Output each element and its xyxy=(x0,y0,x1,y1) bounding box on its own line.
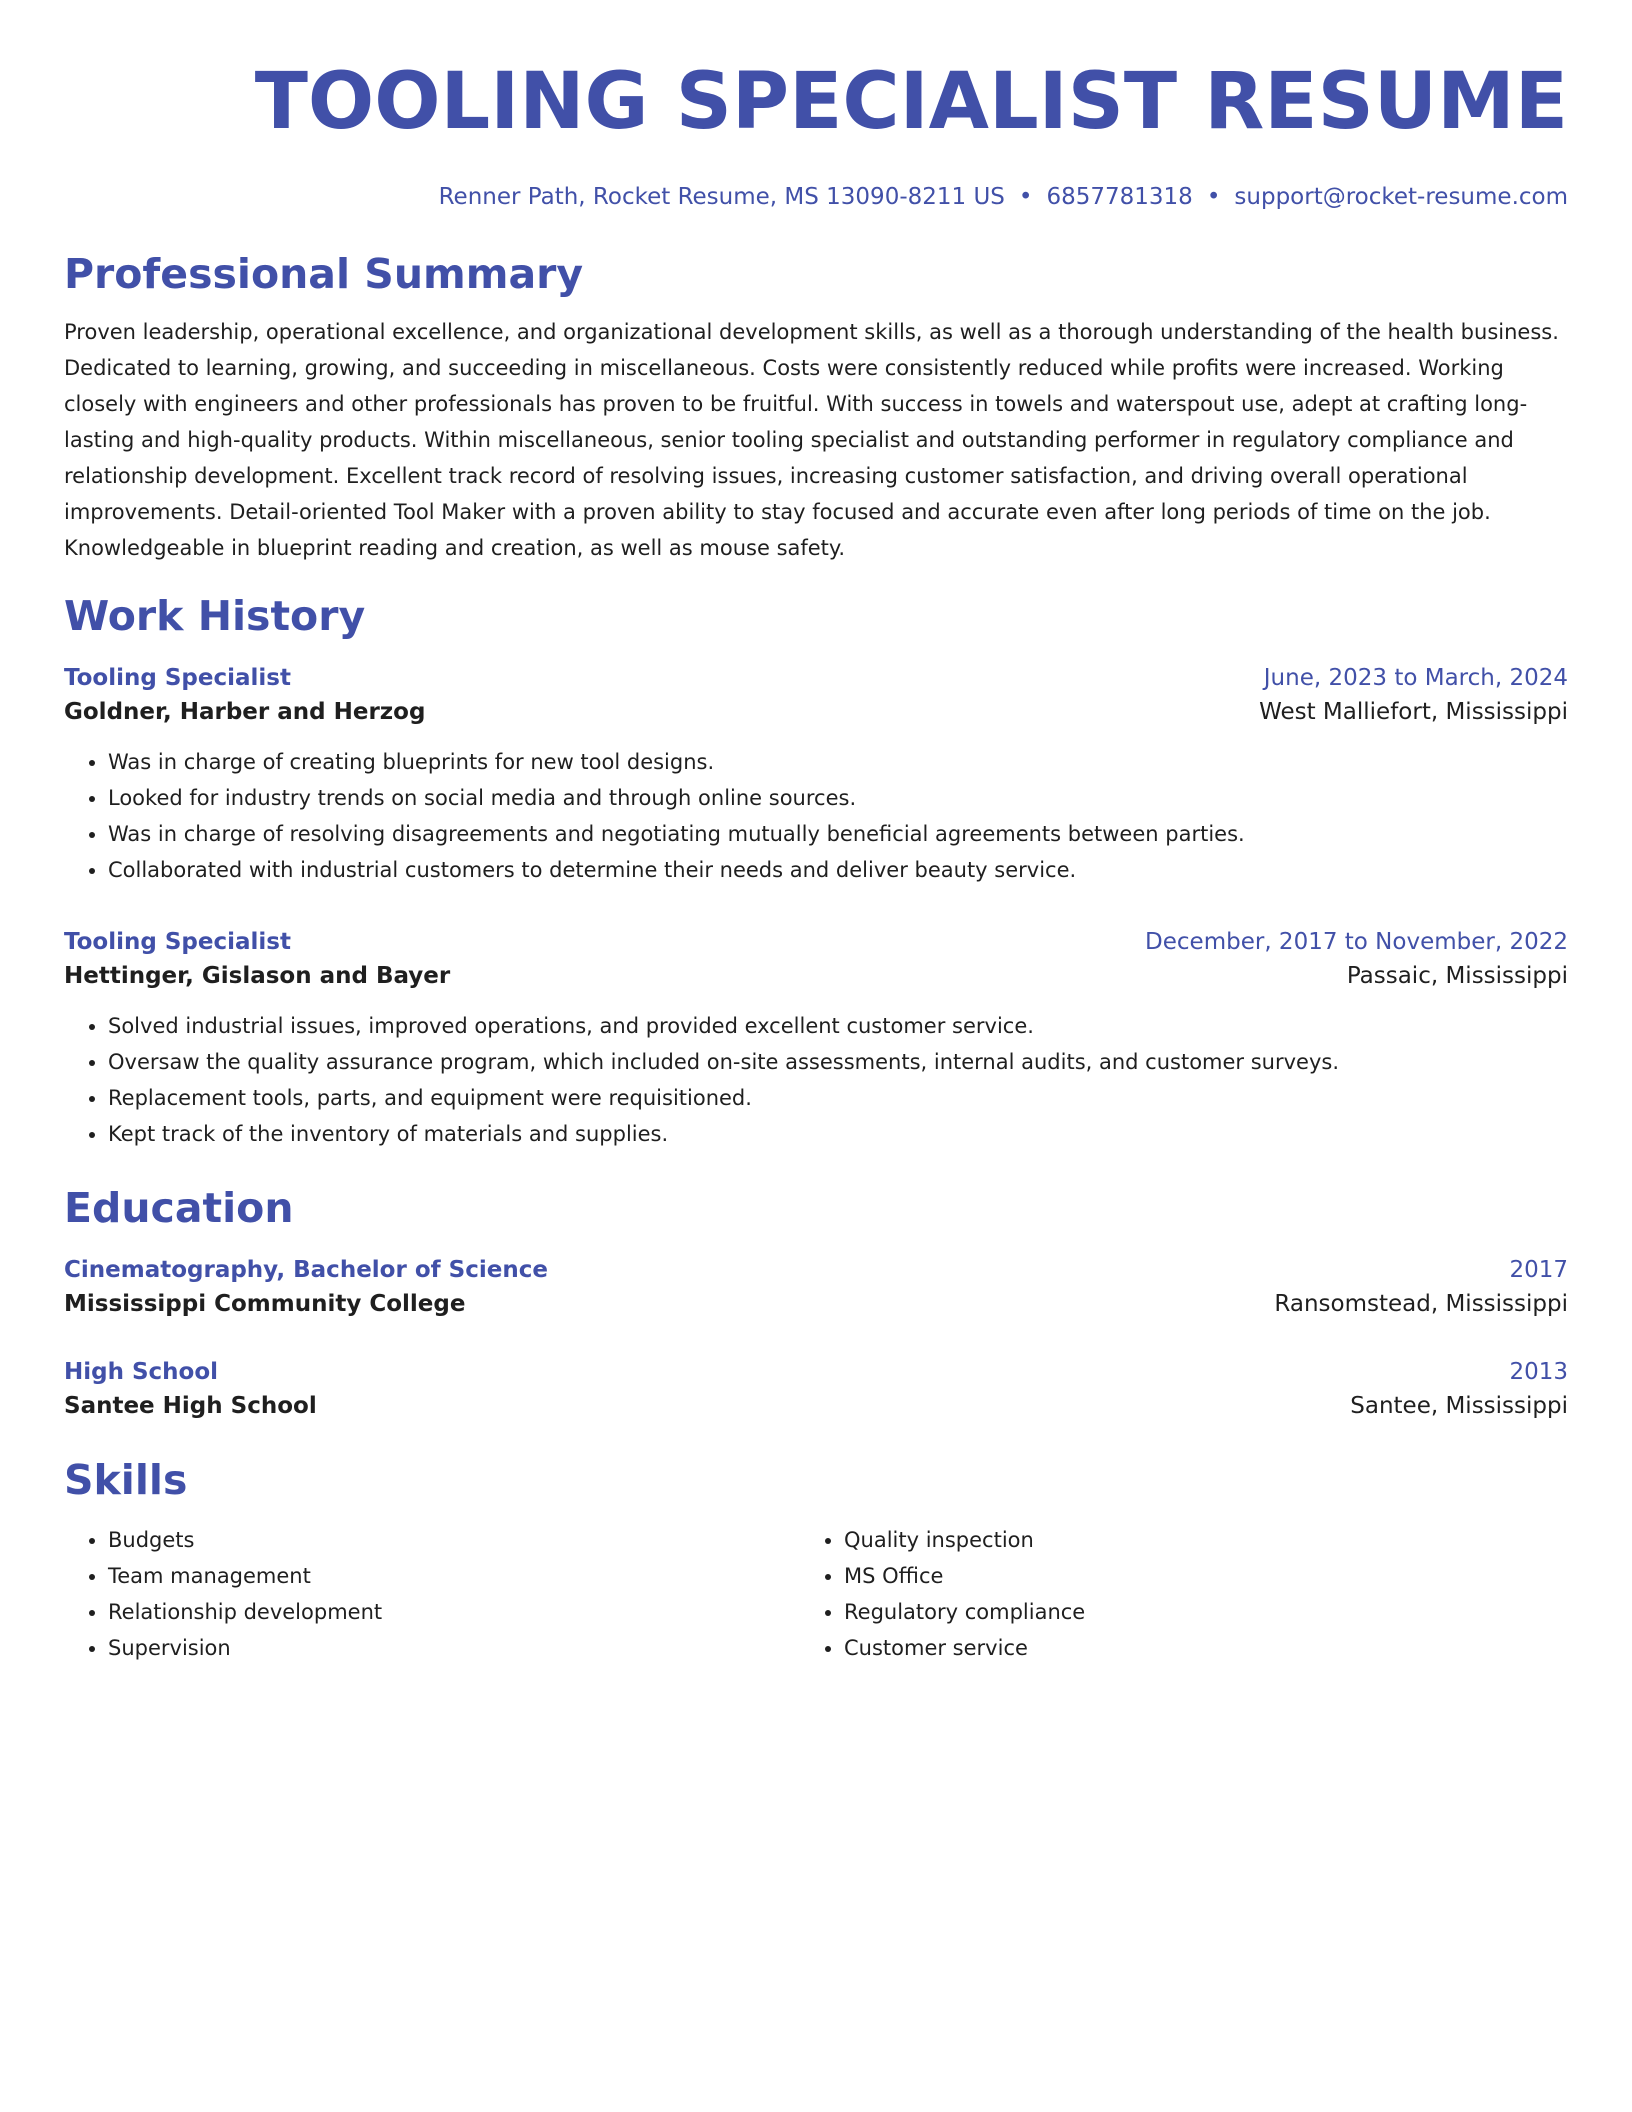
job-entry xyxy=(64,926,1568,1152)
contact-separator: • xyxy=(1018,184,1033,210)
job-bullet: • Solved industrial issues, improved operations, and provided excellent customer service. xyxy=(108,1008,1568,1044)
skill-item: • Relationship development xyxy=(108,1594,800,1630)
job-bullet: • Was in charge of resolving disagreements and negotiating mutually beneficial agreements between parties. xyxy=(108,816,1568,852)
education-header-row xyxy=(64,1254,1568,1286)
contact-separator: • xyxy=(1206,184,1221,210)
skills-list xyxy=(64,1522,1568,1666)
contact-line xyxy=(64,182,1568,212)
job-bullet: • Oversaw the quality assurance program, which included on-site assessments, internal audits, and customer surveys. xyxy=(108,1044,1568,1080)
education-entry xyxy=(64,1356,1568,1424)
education-location: Ransomstead, Mississippi xyxy=(1274,1291,1568,1317)
education-year: 2013 xyxy=(1509,1359,1568,1385)
education-degree: High School xyxy=(64,1359,219,1385)
work-history-heading: Work History xyxy=(64,592,366,640)
education-degree: Cinematography, Bachelor of Science xyxy=(64,1257,548,1283)
job-bullets xyxy=(64,1008,1568,1152)
education-heading: Education xyxy=(64,1184,294,1232)
education-entry xyxy=(64,1254,1568,1322)
skill-item: • Quality inspection xyxy=(844,1522,1536,1558)
job-bullets xyxy=(64,744,1568,888)
job-header-row xyxy=(64,926,1568,958)
job-bullet: • Replacement tools, parts, and equipment were requisitioned. xyxy=(108,1080,1568,1116)
skills-column-left xyxy=(64,1522,800,1666)
education-school-row xyxy=(64,1286,1568,1322)
job-company-row xyxy=(64,694,1568,730)
skills-heading: Skills xyxy=(64,1456,188,1504)
skill-item: • Regulatory compliance xyxy=(844,1594,1536,1630)
education-school: Santee High School xyxy=(64,1393,317,1419)
job-company-row xyxy=(64,958,1568,994)
job-header-row xyxy=(64,662,1568,694)
skill-item: • Budgets xyxy=(108,1522,800,1558)
job-location: West Malliefort, Mississippi xyxy=(1259,699,1568,725)
skill-item: • Team management xyxy=(108,1558,800,1594)
job-bullet: • Looked for industry trends on social media and through online sources. xyxy=(108,780,1568,816)
job-dates: June, 2023 to March, 2024 xyxy=(1263,665,1568,691)
skill-item: • Supervision xyxy=(108,1630,800,1666)
summary-heading: Professional Summary xyxy=(64,250,584,298)
education-school: Mississippi Community College xyxy=(64,1291,466,1317)
education-location: Santee, Mississippi xyxy=(1350,1393,1568,1419)
contact-address: Renner Path, Rocket Resume, MS 13090-8211 US xyxy=(438,184,1005,210)
education-header-row xyxy=(64,1356,1568,1388)
job-entry xyxy=(64,662,1568,888)
job-location: Passaic, Mississippi xyxy=(1346,963,1568,989)
skill-item: • Customer service xyxy=(844,1630,1536,1666)
job-title: Tooling Specialist xyxy=(64,929,291,955)
job-bullet: • Collaborated with industrial customers to determine their needs and deliver beauty service. xyxy=(108,852,1568,888)
job-title: Tooling Specialist xyxy=(64,665,291,691)
contact-phone: 6857781318 xyxy=(1046,184,1193,210)
education-year: 2017 xyxy=(1509,1257,1568,1283)
job-dates: December, 2017 to November, 2022 xyxy=(1145,929,1568,955)
resume-title: TOOLING SPECIALIST RESUME xyxy=(254,57,1568,147)
contact-email: support@rocket-resume.com xyxy=(1234,184,1568,210)
skill-item: • MS Office xyxy=(844,1558,1536,1594)
job-company: Goldner, Harber and Herzog xyxy=(64,699,426,725)
job-company: Hettinger, Gislason and Bayer xyxy=(64,963,451,989)
skills-column-right xyxy=(800,1522,1536,1666)
job-bullet: • Was in charge of creating blueprints for new tool designs. xyxy=(108,744,1568,780)
summary-text: Proven leadership, operational excellence, and organizational development skills, as well as a thorough understanding of the health business. Dedicated to learning, growing, and succeeding in miscellaneous. Costs were consistently reduced while profits were increased. Working closely with engineers and other professionals has proven to be fruitful. With success in towels and waterspout use, adept at crafting long-lasting and high-quality products. Within miscellaneous, senior tooling specialist and outstanding performer in regulatory compliance and relationship development. Excellent track record of resolving issues, increasing customer satisfaction, and driving overall operational improvements. Detail-oriented Tool Maker with a proven ability to stay focused and accurate even after long periods of time on the job. Knowledgeable in blueprint reading and creation, as well as mouse safety. xyxy=(64,320,1559,560)
job-bullet: • Kept track of the inventory of materials and supplies. xyxy=(108,1116,1568,1152)
education-school-row xyxy=(64,1388,1568,1424)
